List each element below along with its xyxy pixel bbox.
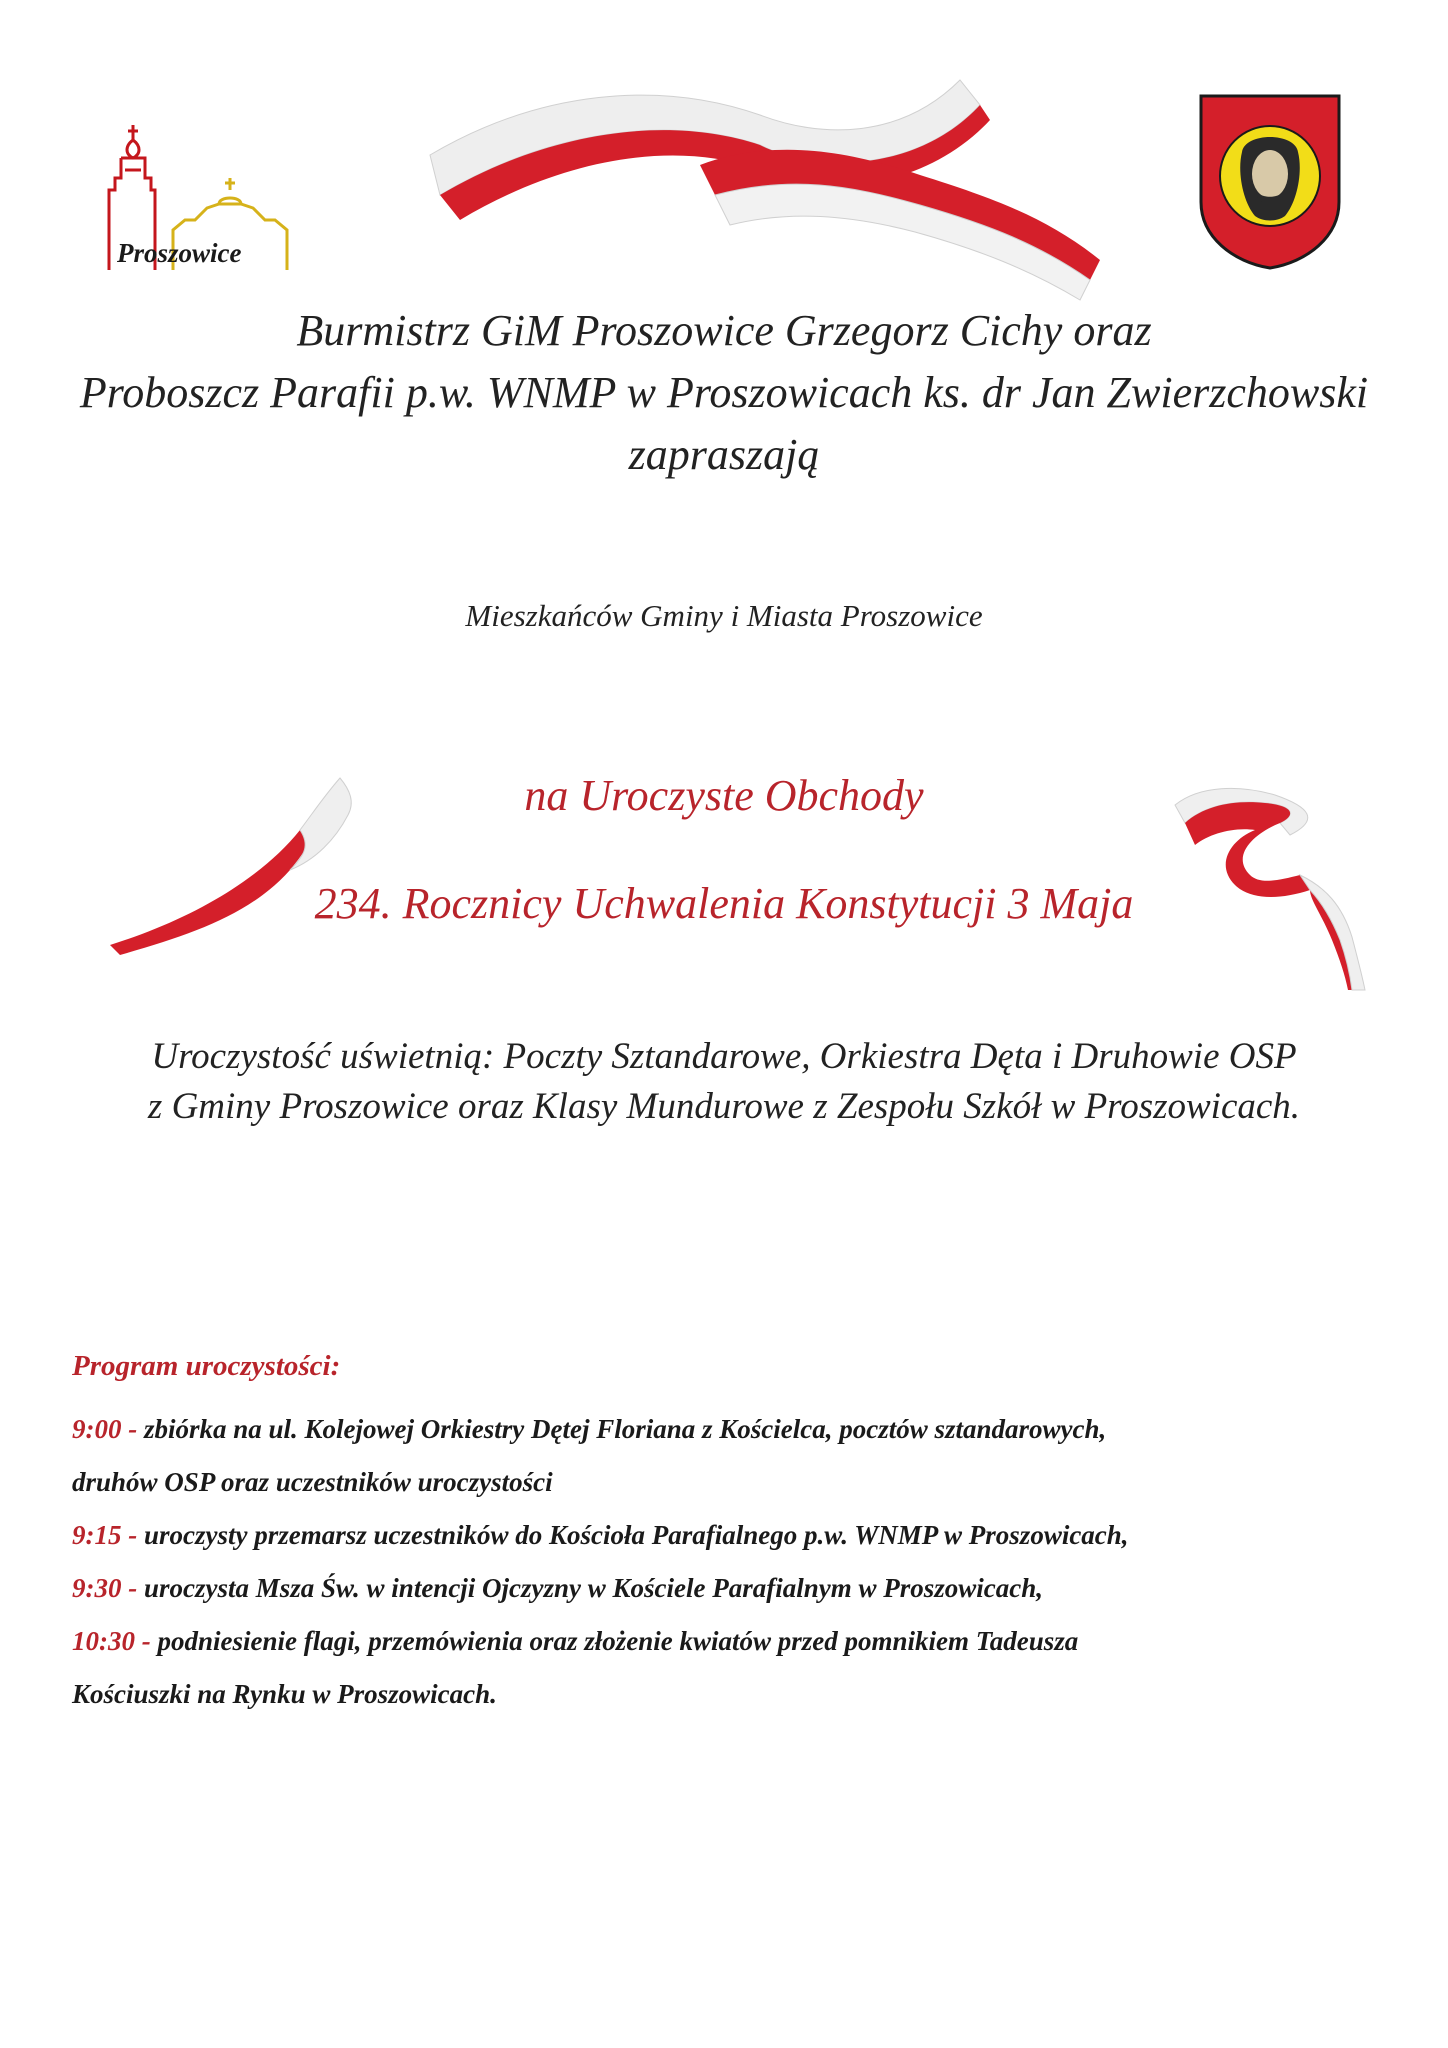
program-title: Program uroczystości: (72, 1350, 341, 1382)
program-item (72, 1456, 1392, 1509)
program-text: zbiórka na ul. Kolejowej Orkiestry Dętej Floriana z Kościelca, pocztów sztandarowych, (137, 1414, 1107, 1444)
program-text: uroczysta Msza Św. w intencji Ojczyzny w Kościele Parafialnym w Proszowicach, (137, 1573, 1044, 1603)
hosts-line-3: zapraszają (628, 430, 820, 479)
program-text: Kościuszki na Rynku w Proszowicach. (72, 1679, 497, 1709)
program-text: druhów OSP oraz uczestników uroczystości (72, 1467, 553, 1497)
honor-line-1: Uroczystość uświetnią: Poczty Sztandarowe, Orkiestra Dęta i Druhowie OSP (151, 1036, 1297, 1077)
program-time: 9:00 - (72, 1414, 138, 1444)
program-item (72, 1668, 1392, 1721)
top-ribbon-decoration (400, 60, 1120, 320)
logo-town-name: Proszowice (117, 238, 242, 268)
event-line-2: 234. Rocznicy Uchwalenia Konstytucji 3 Maja (314, 879, 1134, 928)
program-time: 9:30 - (72, 1573, 138, 1603)
program-item (72, 1403, 1392, 1456)
event-line-1: na Uroczyste Obchody (524, 771, 924, 820)
program-item (72, 1562, 1392, 1615)
hosts-line-1: Burmistrz GiM Proszowice Grzegorz Cichy oraz (296, 306, 1152, 355)
program-item (72, 1615, 1392, 1668)
hosts-line-2: Proboszcz Parafii p.w. WNMP w Proszowicach ks. dr Jan Zwierzchowski (79, 368, 1369, 417)
coat-of-arms (1197, 92, 1343, 270)
proszowice-logo (95, 120, 295, 280)
program-text: uroczysty przemarsz uczestników do Kościoła Parafialnego p.w. WNMP w Proszowicach, (137, 1520, 1129, 1550)
program-time: 10:30 - (72, 1626, 151, 1656)
program-section (72, 1350, 1392, 1721)
invitees: Mieszkańców Gminy i Miasta Proszowice (465, 598, 983, 633)
program-time: 9:15 - (72, 1520, 138, 1550)
program-item (72, 1509, 1392, 1562)
honor-line-2: z Gminy Proszowice oraz Klasy Mundurowe z Zespołu Szkół w Proszowicach. (147, 1086, 1301, 1127)
program-text: podniesienie flagi, przemówienia oraz złożenie kwiatów przed pomnikiem Tadeusza (150, 1626, 1079, 1656)
hosts-block (0, 300, 1448, 486)
honor-block (0, 1032, 1448, 1132)
